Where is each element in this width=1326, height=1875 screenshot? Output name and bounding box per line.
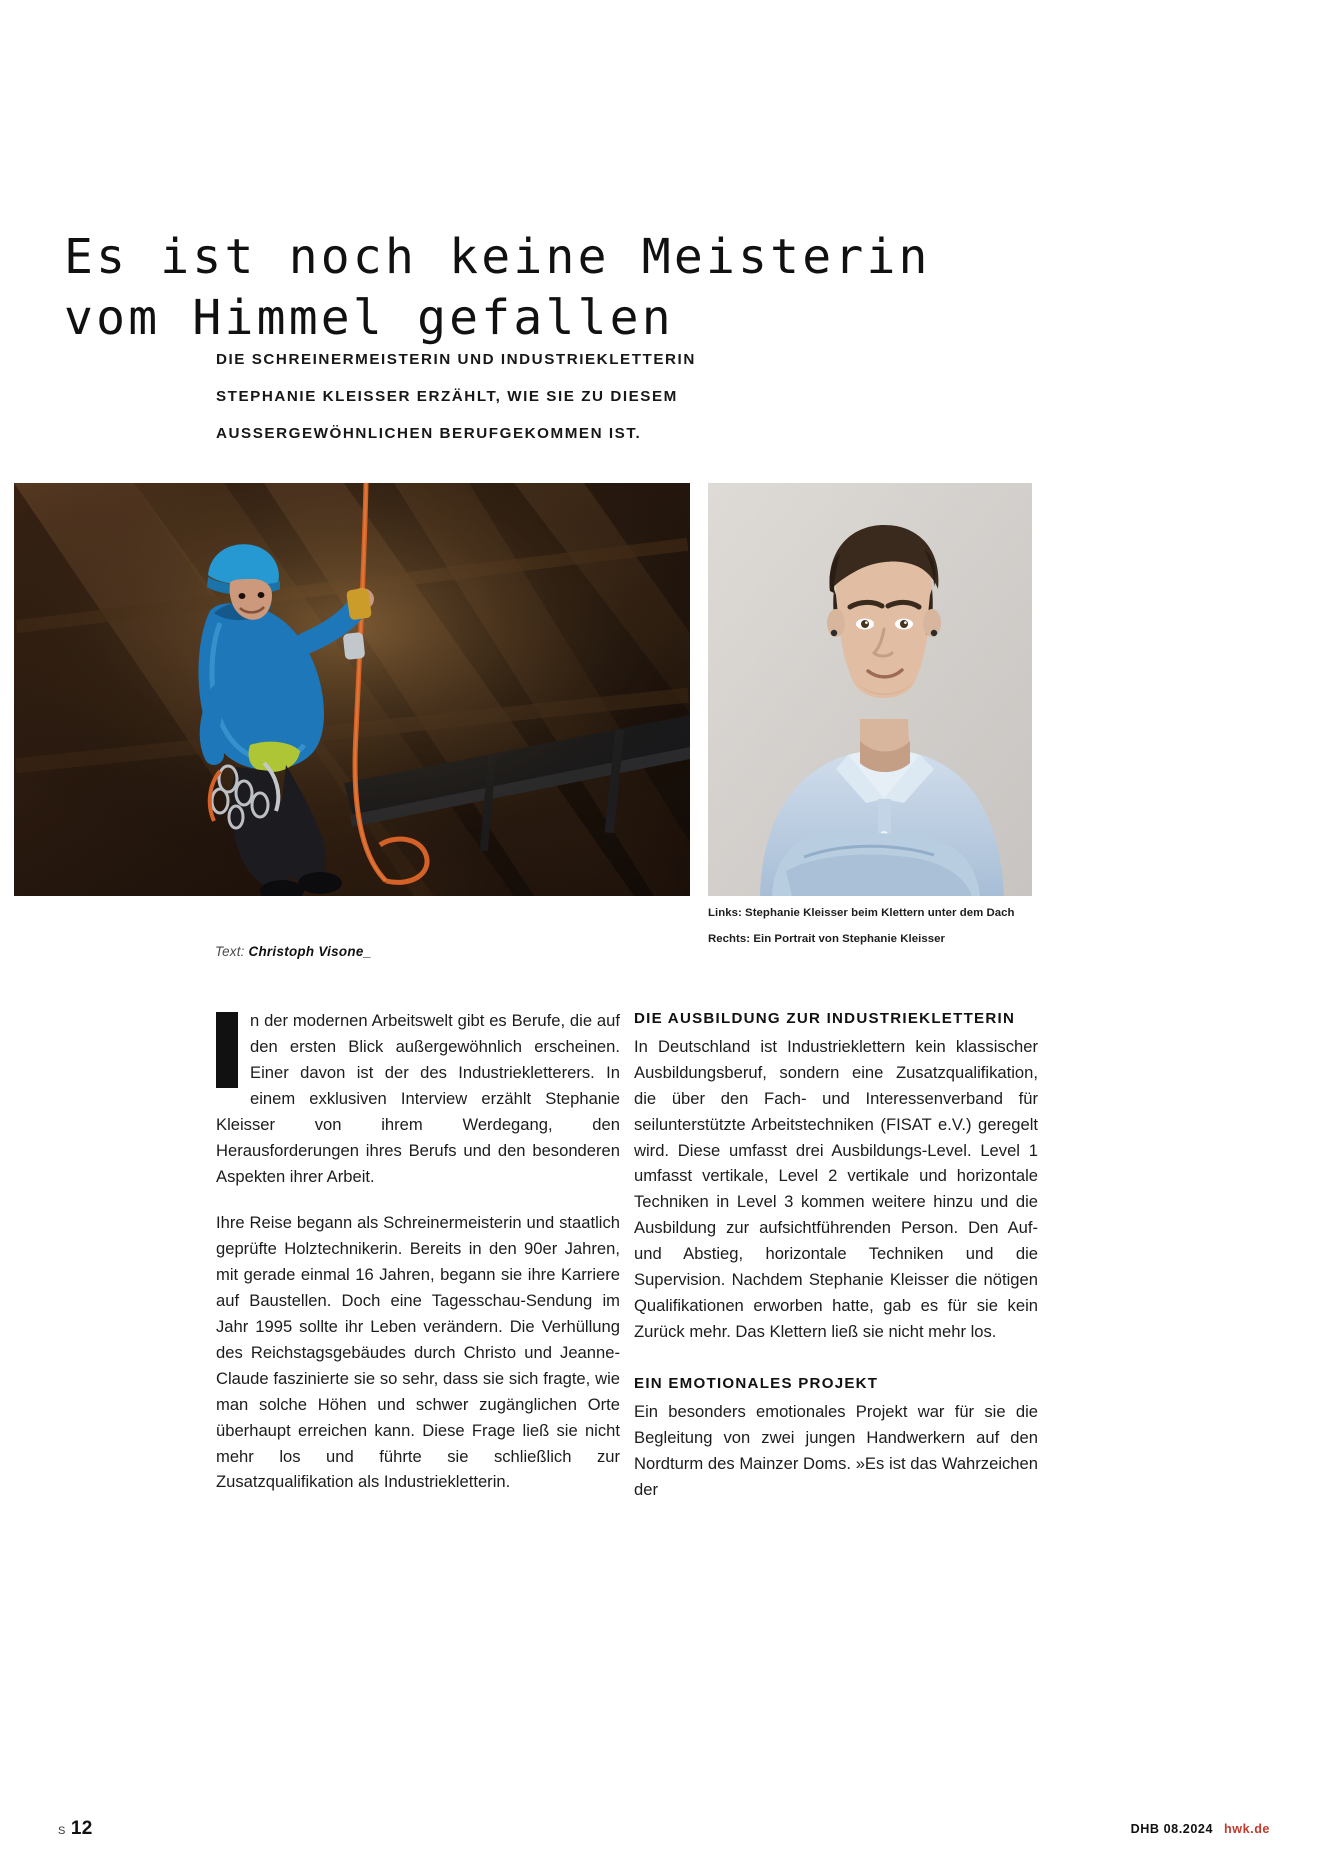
footer-publication-info	[1131, 1822, 1270, 1836]
article-deck	[216, 342, 916, 452]
lead-paragraph	[216, 1008, 620, 1190]
byline-author: Christoph Visone_	[248, 944, 372, 959]
paragraph: In Deutschland ist Industrieklettern kein klassischer Ausbildungsberuf, sondern eine Zusatzqualifikation, die über den Fach- und Interessenverband für seilunterstützte Arbeitstechniken (FISAT e.V.) geregelt wird. Diese umfasst drei Ausbildungs-Level. Level 1 umfasst vertikale, Level 2 vertikale und horizontale Techniken in Level 3 kommen weitere hinzu und die Ausbildung zur aufsichtführenden Person. Den Auf- und Abstieg, horizontale Techniken und die Supervision. Nachdem Stephanie Kleisser die nötigen Qualifikationen erworben hatte, gab es für sie kein Zurück mehr. Das Klettern ließ sie nicht mehr los.	[634, 1036, 1038, 1342]
deck-line-3: AUSSERGEWÖHNLICHEN BERUFGEKOMMEN IST.	[216, 424, 642, 442]
paragraph: Ihre Reise begann als Schreinermeisterin und staatlich geprüfte Holztechnikerin. Bereits in den 90er Jahren, mit gerade einmal 16 Jahren, begann sie ihre Karriere auf Baustellen. Doch eine Tagesschau-Sendung im Jahr 1995 sollte ihr Leben verändern. Die Verhüllung des Reichstagsgebäudes durch Christo und Jeanne-Claude faszinierte sie so sehr, dass sie sich fragte, wie man solche Höhen und schwer zugänglichen Orte überhaupt erreichen kann. Diese Frage ließ sie nicht mehr los und führte sie schließlich zur Zusatzqualifikation als Industriekletterin.	[216, 1212, 620, 1492]
footer-section-mark: S	[58, 1825, 66, 1837]
footer-page-marker	[58, 1818, 93, 1840]
photo-portrait-stephanie-kleisser	[708, 483, 1032, 896]
page-title	[64, 227, 1164, 349]
headline-line-1: Es ist noch keine Meisterin	[64, 229, 931, 286]
byline	[215, 944, 371, 959]
body-column-left	[216, 1008, 620, 1495]
section-heading-projekt: EIN EMOTIONALES PROJEKT	[634, 1375, 879, 1393]
portrait-illustration	[708, 483, 1032, 896]
photo-captions	[708, 900, 1038, 952]
caption-left-photo: Links: Stephanie Kleisser beim Klettern unter dem Dach	[708, 907, 1015, 919]
deck-line-2: STEPHANIE KLEISSER ERZÄHLT, WIE SIE ZU DIESEM	[216, 387, 678, 405]
caption-right-photo: Rechts: Ein Portrait von Stephanie Kleisser	[708, 933, 945, 945]
section-heading-ausbildung: DIE AUSBILDUNG ZUR INDUSTRIEKLETTERIN	[634, 1010, 1016, 1027]
footer-issue: DHB 08.2024	[1130, 1822, 1213, 1836]
byline-label: Text:	[215, 944, 245, 959]
deck-line-1: DIE SCHREINERMEISTERIN UND INDUSTRIEKLETTERIN	[216, 351, 696, 368]
headline-line-2: vom Himmel gefallen	[64, 290, 674, 347]
paragraph: Ein besonders emotionales Projekt war für sie die Begleitung von zwei jungen Handwerkern auf den Nordturm des Mainzer Doms. »Es ist das Wahrzeichen der	[634, 1401, 1038, 1499]
footer-page-number: 12	[70, 1818, 93, 1839]
footer-website: hwk.de	[1224, 1822, 1270, 1836]
body-column-right	[634, 1008, 1038, 1503]
photo-climber-illustration	[14, 483, 690, 896]
lead-paragraph-text: n der modernen Arbeitswelt gibt es Berufe, die auf den ersten Blick außergewöhnlich erscheinen. Einer davon ist der des Industriekletterers. In einem exklusiven Interview erzählt Stephanie Kleisser von ihrem Werdegang, den Herausforderungen ihres Berufs und den besonderen Aspekten ihrer Arbeit.	[216, 1011, 620, 1186]
drop-cap-i	[216, 1012, 238, 1088]
photo-climber-under-roof	[14, 483, 690, 896]
